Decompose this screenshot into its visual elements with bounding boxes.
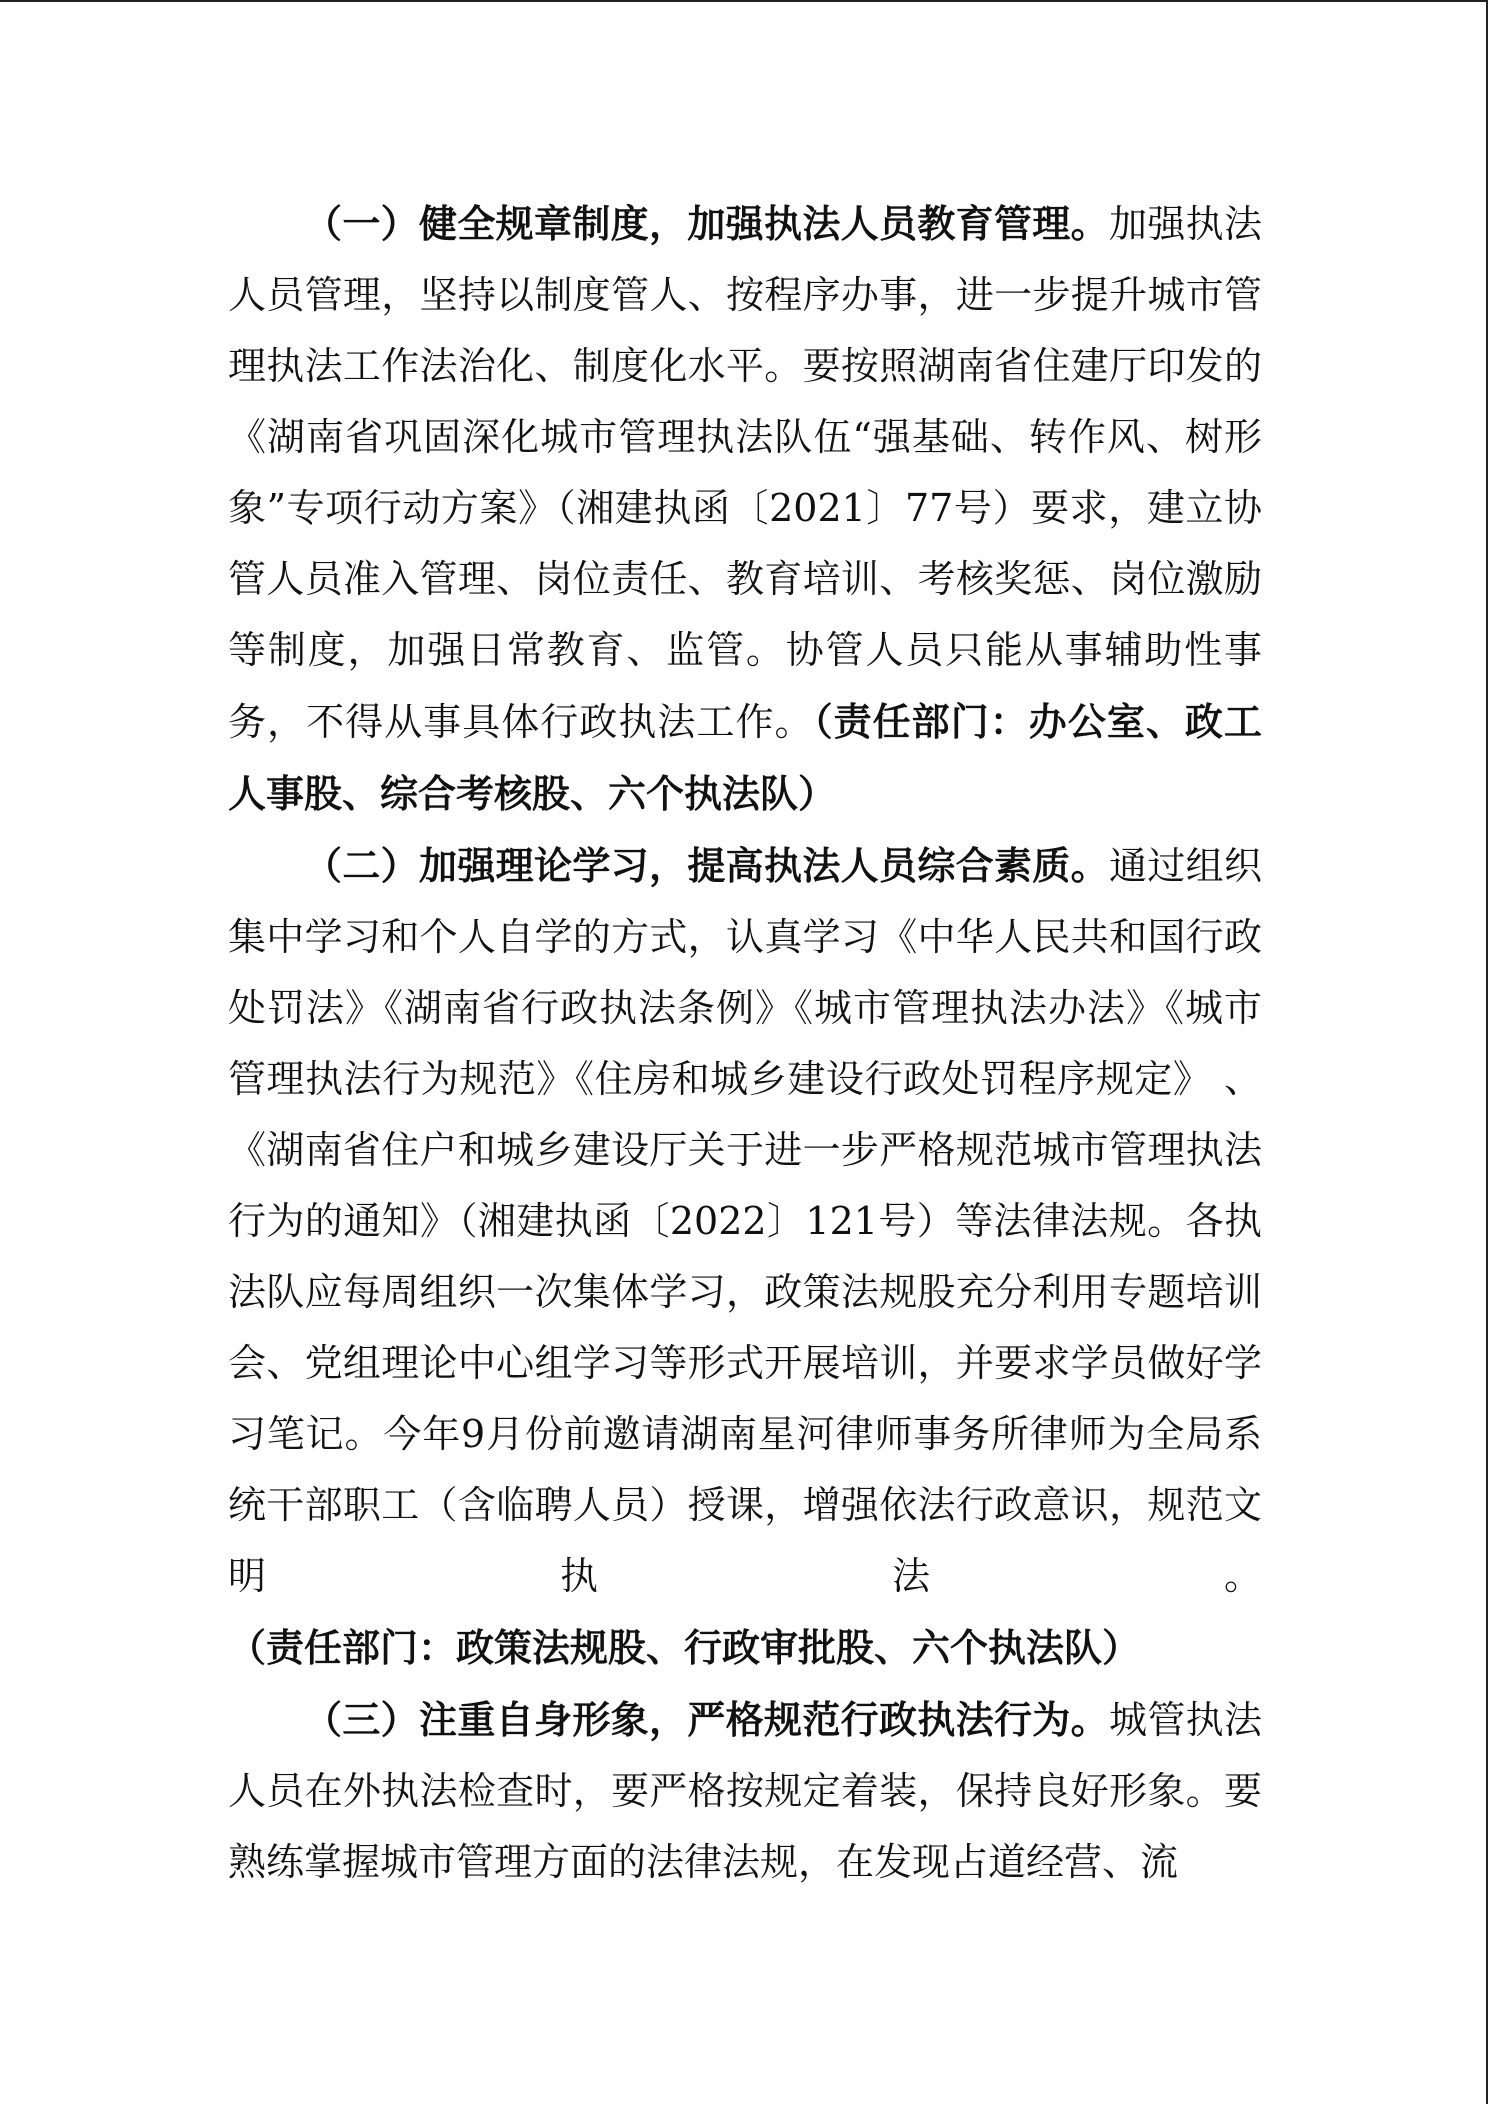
document-body <box>228 188 1262 1898</box>
top-border-line <box>0 0 1488 2</box>
paragraph-1 <box>228 188 1262 830</box>
paragraph-3-heading: （三）注重自身形象，严格规范行政执法行为。 <box>304 1697 1109 1742</box>
paragraph-1-heading: （一）健全规章制度，加强执法人员教育管理。 <box>304 201 1109 246</box>
paragraph-2-body: 通过组织集中学习和个人自学的方式，认真学习《中华人民共和国行政处罚法》《湖南省行政执法条例》《城市管理执法办法》《城市管理执法行为规范》《住房和城乡建设行政处罚程序规定》 、《湖南省住户和城乡建设厅关于进一步严格规范城市管理执法行为的通知》（湘建执函〔2022〕121号）等法律法规。各执法队应每周组织一次集体学习，政策法规股充分利用专题培训会、党组理论中心组学习等形式开展培训，并要求学员做好学习笔记。今年9月份前邀请湖南星河律师事务所律师为全局系统干部职工（含临聘人员）授课，增强依法行政意识，规范文明执法。 <box>228 844 1262 1598</box>
paragraph-2 <box>228 830 1262 1684</box>
paragraph-3 <box>228 1684 1262 1898</box>
paragraph-1-body: 加强执法人员管理，坚持以制度管人、按程序办事，进一步提升城市管理执法工作法治化、制度化水平。要按照湖南省住建厅印发的《湖南省巩固深化城市管理执法队伍“强基础、转作风、树形象”专项行动方案》（湘建执函〔2021〕77号）要求，建立协管人员准入管理、岗位责任、教育培训、考核奖惩、岗位激励等制度，加强日常教育、监管。协管人员只能从事辅助性事务，不得从事具体行政执法工作。 <box>228 202 1262 744</box>
paragraph-2-responsibility: （责任部门：政策法规股、行政审批股、六个执法队） <box>228 1625 1141 1670</box>
paragraph-2-heading: （二）加强理论学习，提高执法人员综合素质。 <box>304 843 1109 888</box>
paragraph-3-body: 城管执法人员在外执法检查时，要严格按规定着装，保持良好形象。要熟练掌握城市管理方面的法律法规，在发现占道经营、流 <box>228 1698 1262 1884</box>
paragraph-1-responsibility: （责任部门：办公室、政工人事股、综合考核股、六个执法队） <box>228 699 1262 816</box>
